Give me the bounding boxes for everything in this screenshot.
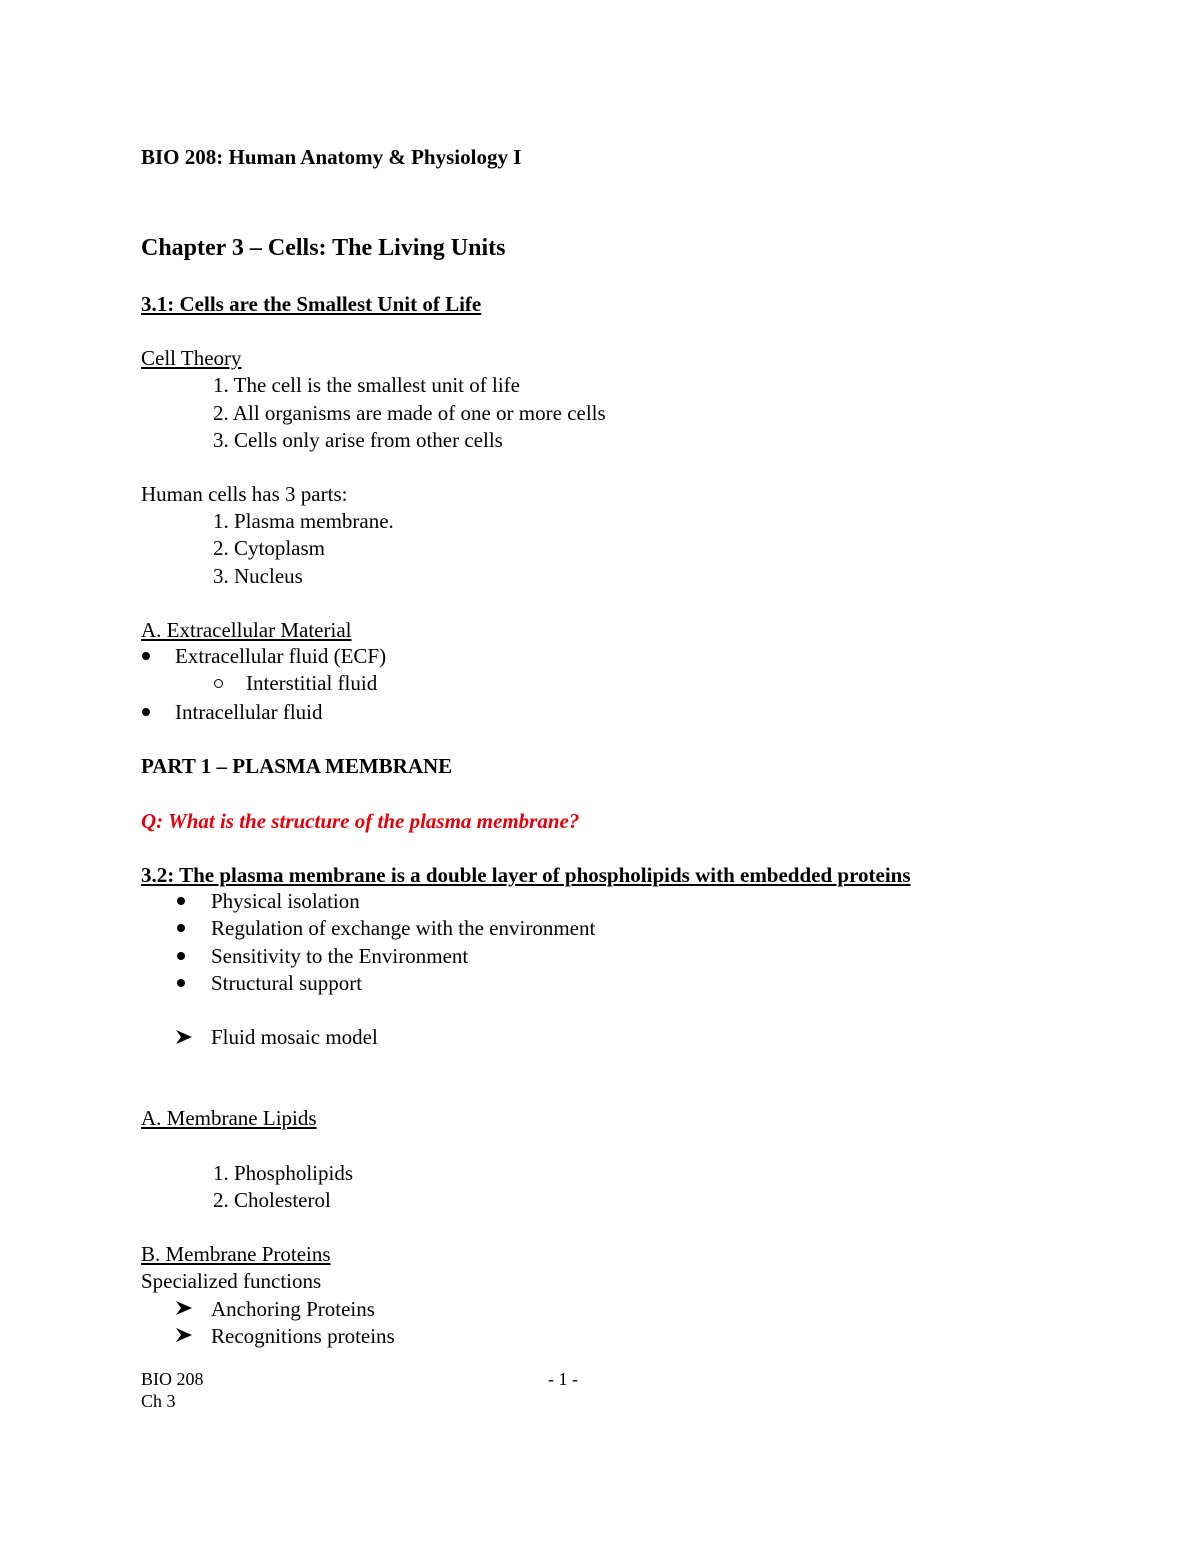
bullet-icon	[177, 897, 185, 905]
course-title: BIO 208: Human Anatomy & Physiology I	[141, 145, 522, 169]
function-item-3: Sensitivity to the Environment	[211, 944, 469, 968]
extracellular-label: A. Extracellular Material	[141, 618, 352, 642]
fluid-mosaic-model: Fluid mosaic model	[211, 1025, 378, 1049]
cell-theory-item-1: 1. The cell is the smallest unit of life	[213, 373, 520, 397]
part1-heading: PART 1 – PLASMA MEMBRANE	[141, 754, 453, 778]
bullet-icon	[177, 979, 185, 987]
human-cells-item-1: 1. Plasma membrane.	[213, 509, 394, 533]
function-item-2: Regulation of exchange with the environment	[211, 916, 596, 940]
proteins-item-2: Recognitions proteins	[211, 1324, 395, 1348]
bullet-icon	[142, 652, 150, 660]
footer-page-number: - 1 -	[548, 1369, 578, 1389]
footer-chapter: Ch 3	[141, 1391, 176, 1411]
membrane-proteins-label: B. Membrane Proteins	[141, 1242, 331, 1266]
lipids-item-2: 2. Cholesterol	[213, 1188, 331, 1212]
interstitial-item: Interstitial fluid	[246, 671, 378, 695]
arrow-bullet-icon	[174, 1028, 194, 1046]
part1-question: Q: What is the structure of the plasma membrane?	[141, 809, 580, 833]
bullet-icon	[177, 924, 185, 932]
cell-theory-item-2: 2. All organisms are made of one or more cells	[213, 401, 606, 425]
bullet-icon	[142, 708, 150, 716]
arrow-bullet-icon	[174, 1326, 194, 1344]
circle-bullet-icon	[214, 679, 223, 688]
cell-theory-item-3: 3. Cells only arise from other cells	[213, 428, 503, 452]
human-cells-label: Human cells has 3 parts:	[141, 482, 348, 506]
membrane-lipids-label: A. Membrane Lipids	[141, 1106, 317, 1130]
bullet-icon	[177, 952, 185, 960]
chapter-title: Chapter 3 – Cells: The Living Units	[141, 235, 506, 261]
proteins-item-1: Anchoring Proteins	[211, 1297, 375, 1321]
footer-course: BIO 208	[141, 1369, 204, 1389]
cell-theory-label: Cell Theory	[141, 346, 242, 370]
function-item-1: Physical isolation	[211, 889, 360, 913]
intracellular-item: Intracellular fluid	[175, 700, 323, 724]
human-cells-item-2: 2. Cytoplasm	[213, 536, 326, 560]
lipids-item-1: 1. Phospholipids	[213, 1161, 354, 1185]
ecf-item: Extracellular fluid (ECF)	[175, 644, 387, 668]
section-3-2-heading: 3.2: The plasma membrane is a double layer of phospholipids with embedded proteins	[141, 863, 911, 887]
function-item-4: Structural support	[211, 971, 363, 995]
proteins-subtitle: Specialized functions	[141, 1269, 322, 1293]
human-cells-item-3: 3. Nucleus	[213, 564, 303, 588]
section-3-1-heading: 3.1: Cells are the Smallest Unit of Life	[141, 292, 482, 316]
arrow-bullet-icon	[174, 1299, 194, 1317]
